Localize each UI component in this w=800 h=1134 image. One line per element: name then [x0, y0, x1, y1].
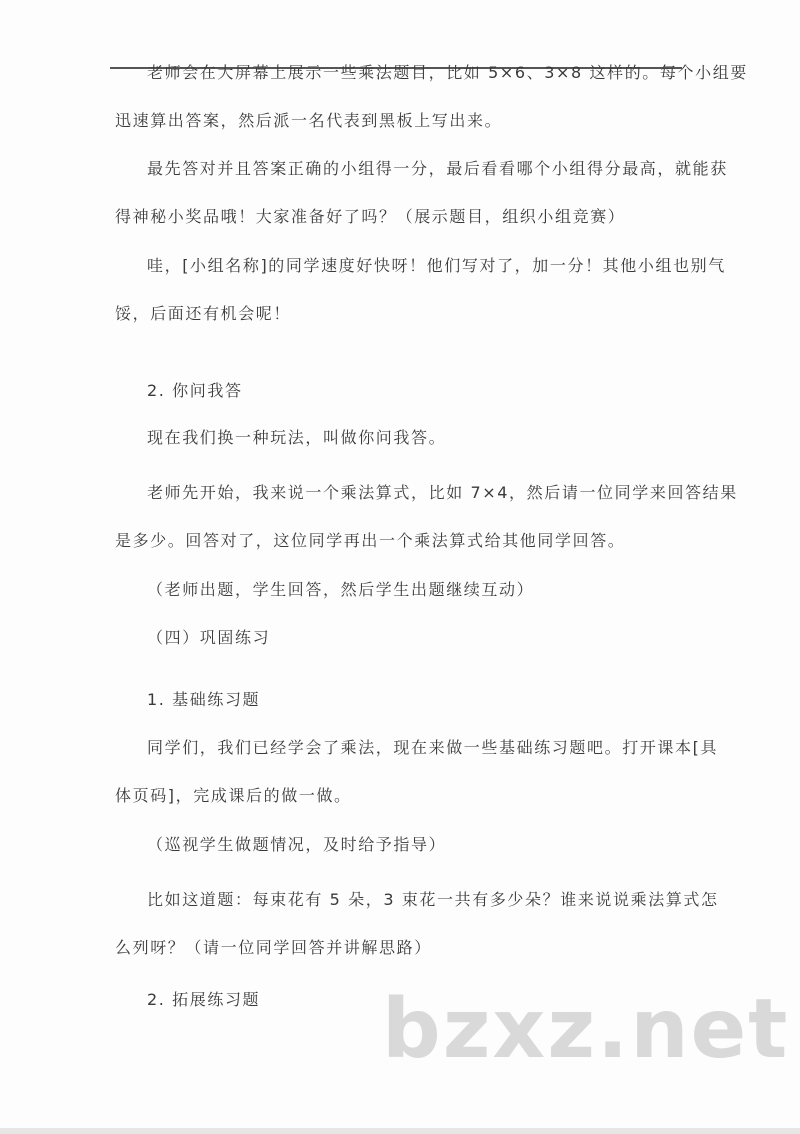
paragraph-line: 比如这道题：每束花有 5 朵，3 束花一共有多少朵？谁来说说乘法算式怎	[147, 890, 719, 909]
paragraph-line: 老师会在大屏幕上展示一些乘法题目，比如 5×6、3×8 这样的。每个小组要	[147, 63, 748, 82]
paragraph-line: 么列呀？（请一位同学回答并讲解思路）	[115, 938, 432, 957]
section-heading: 2. 拓展练习题	[147, 990, 261, 1009]
watermark: bzxz.net	[382, 982, 790, 1077]
paragraph-line: （老师出题，学生回答，然后学生出题继续互动）	[147, 580, 535, 599]
section-heading: 1. 基础练习题	[147, 690, 261, 709]
section-heading: 2. 你问我答	[147, 381, 243, 400]
section-heading: （四）巩固练习	[147, 628, 271, 647]
paragraph-line: （巡视学生做题情况，及时给予指导）	[147, 835, 447, 854]
paragraph-line: 哇，[小组名称]的同学速度好快呀！他们写对了，加一分！其他小组也别气	[147, 256, 726, 275]
paragraph-line: 迅速算出答案，然后派一名代表到黑板上写出来。	[115, 111, 503, 130]
paragraph-line: 体页码]，完成课后的做一做。	[115, 786, 352, 805]
paragraph-line: 老师先开始，我来说一个乘法算式，比如 7×4，然后请一位同学来回答结果	[147, 483, 738, 502]
paragraph-line: 馁，后面还有机会呢！	[115, 304, 292, 323]
paragraph-line: 现在我们换一种玩法，叫做你问我答。	[147, 428, 447, 447]
paragraph-line: 是多少。回答对了，这位同学再出一个乘法算式给其他同学回答。	[115, 531, 626, 550]
paragraph-line: 同学们，我们已经学会了乘法，现在来做一些基础练习题吧。打开课本[具	[147, 738, 719, 757]
paragraph-line: 最先答对并且答案正确的小组得一分，最后看看哪个小组得分最高，就能获	[147, 159, 728, 178]
page-edge	[0, 1128, 800, 1134]
paragraph-line: 得神秘小奖品哦！大家准备好了吗？（展示题目，组织小组竞赛）	[115, 207, 626, 226]
